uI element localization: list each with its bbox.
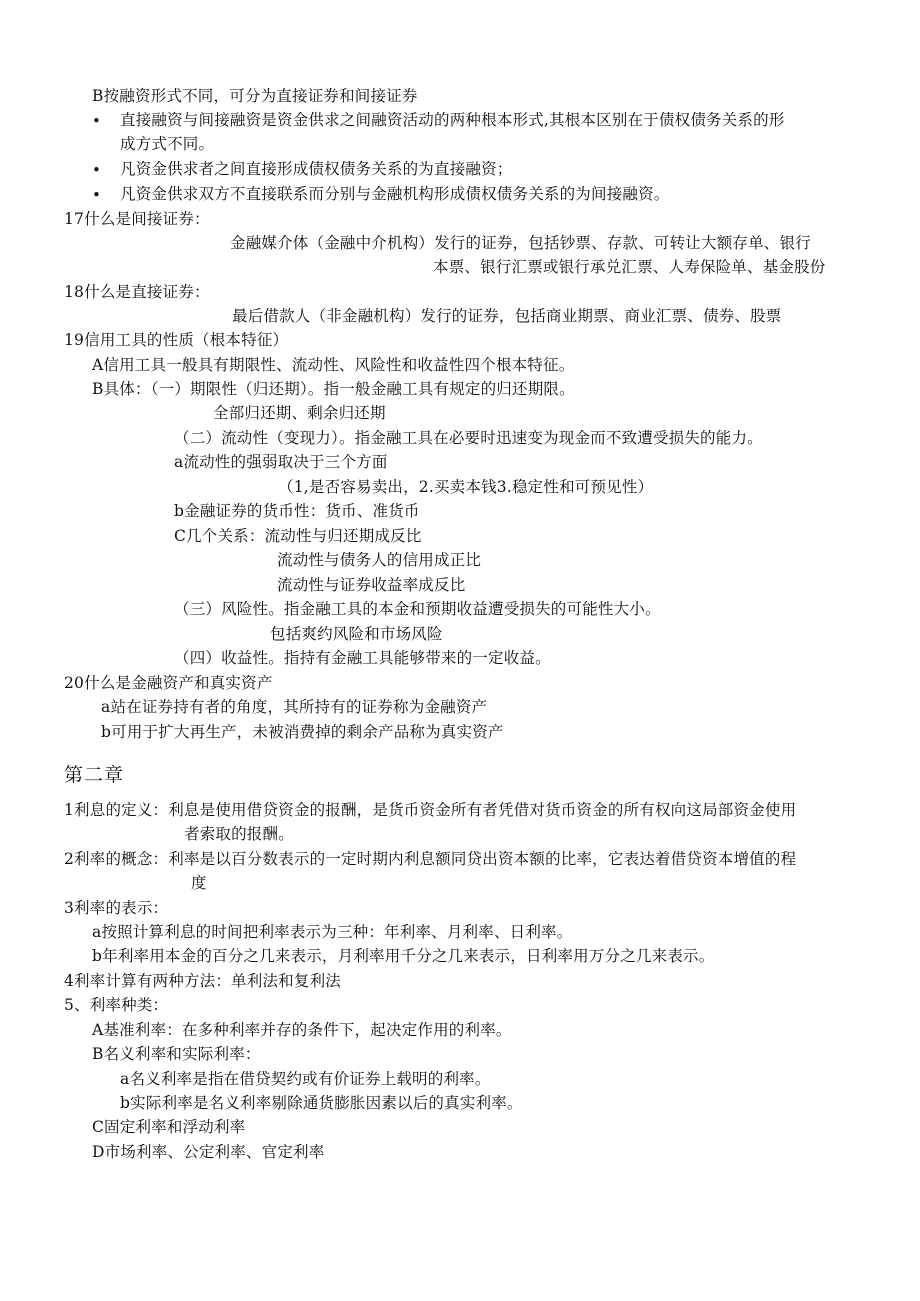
text-line: b可用于扩大再生产，未被消费掉的剩余产品称为真实资产 bbox=[101, 723, 504, 741]
bullet-icon: • bbox=[92, 161, 101, 179]
text-line-continued: 度 bbox=[191, 874, 207, 892]
text-line: （二）流动性（变现力）。指金融工具在必要时迅速变为现金而不致遭受损失的能力。 bbox=[174, 429, 763, 447]
chapter-heading: 第二章 bbox=[64, 764, 125, 786]
question-heading: 19信用工具的性质（根本特征） bbox=[64, 331, 289, 349]
text-line: b年利率用本金的百分之几来表示，月利率用千分之几来表示，日利率用万分之几来表示。 bbox=[92, 947, 715, 965]
question-heading: 3利率的表示： bbox=[64, 899, 169, 917]
question-heading: 4利率计算有两种方法：单利法和复利法 bbox=[64, 972, 341, 990]
bullet-text-continued: 成方式不同。 bbox=[120, 135, 215, 153]
bullet-text: 直接融资与间接融资是资金供求之间融资活动的两种根本形式,其根本区别在于债权债务关系的形 bbox=[120, 111, 785, 129]
question-heading: 20什么是金融资产和真实资产 bbox=[64, 674, 273, 692]
bullet-icon: • bbox=[92, 186, 101, 204]
bullet-text: 凡资金供求双方不直接联系而分别与金融机构形成债权债务关系的为间接融资。 bbox=[120, 185, 670, 203]
text-line-continued: 者索取的报酬。 bbox=[184, 825, 294, 843]
text-line: C几个关系：流动性与归还期成反比 bbox=[174, 527, 422, 545]
answer-text: 金融媒介体（金融中介机构）发行的证券，包括钞票、存款、可转让大额存单、银行 bbox=[230, 234, 811, 252]
text-line: a按照计算利息的时间把利率表示为三种：年利率、月利率、日利率。 bbox=[92, 923, 573, 941]
text-line: b金融证券的货币性：货币、准货币 bbox=[174, 502, 420, 520]
text-line: B具体：（一）期限性（归还期）。指一般金融工具有规定的归还期限。 bbox=[92, 380, 575, 398]
text-line: 全部归还期、剩余归还期 bbox=[213, 404, 386, 422]
text-line: 2利率的概念：利率是以百分数表示的一定时期内利息额同贷出资本额的比率，它表达着借贷资本增值的程 bbox=[64, 850, 797, 868]
text-line: a站在证券持有者的角度，其所持有的证券称为金融资产 bbox=[101, 698, 488, 716]
text-line: b实际利率是名义利率剔除通货膨胀因素以后的真实利率。 bbox=[120, 1094, 523, 1112]
text-line: 1利息的定义：利息是使用借贷资金的报酬，是货币资金所有者凭借对货币资金的所有权向这局部资金使用 bbox=[64, 801, 797, 819]
text-line: B按融资形式不同，可分为直接证券和间接证券 bbox=[92, 87, 418, 105]
text-line: A信用工具一般具有期限性、流动性、风险性和收益性四个根本特征。 bbox=[92, 356, 575, 374]
text-line: （1,是否容易卖出，2.买卖本钱3.稳定性和可预见性） bbox=[278, 478, 654, 496]
question-heading: 17什么是间接证券： bbox=[64, 210, 210, 228]
text-line: a名义利率是指在借贷契约或有价证券上载明的利率。 bbox=[120, 1070, 491, 1088]
text-line: C固定利率和浮动利率 bbox=[92, 1118, 246, 1136]
answer-text: 最后借款人（非金融机构）发行的证券，包括商业期票、商业汇票、债券、股票 bbox=[232, 307, 782, 325]
question-heading: 5、利率种类： bbox=[64, 996, 169, 1014]
text-line: A基准利率：在多种利率并存的条件下，起决定作用的利率。 bbox=[92, 1021, 512, 1039]
text-line: （四）收益性。指持有金融工具能够带来的一定收益。 bbox=[174, 649, 551, 667]
text-line: （三）风险性。指金融工具的本金和预期收益遭受损失的可能性大小。 bbox=[174, 600, 661, 618]
text-line: B名义利率和实际利率： bbox=[92, 1045, 261, 1063]
bullet-icon: • bbox=[92, 112, 101, 130]
text-line: 流动性与证券收益率成反比 bbox=[277, 576, 466, 594]
text-line: a流动性的强弱取决于三个方面 bbox=[174, 453, 388, 471]
text-line: 流动性与债务人的信用成正比 bbox=[277, 551, 482, 569]
answer-text-continued: 本票、银行汇票或银行承兑汇票、人寿保险单、基金股份 bbox=[433, 258, 826, 276]
bullet-text: 凡资金供求者之间直接形成债权债务关系的为直接融资； bbox=[120, 160, 513, 178]
text-line: 包括爽约风险和市场风险 bbox=[270, 625, 443, 643]
text-line: D市场利率、公定利率、官定利率 bbox=[92, 1143, 325, 1161]
question-heading: 18什么是直接证券： bbox=[64, 283, 210, 301]
